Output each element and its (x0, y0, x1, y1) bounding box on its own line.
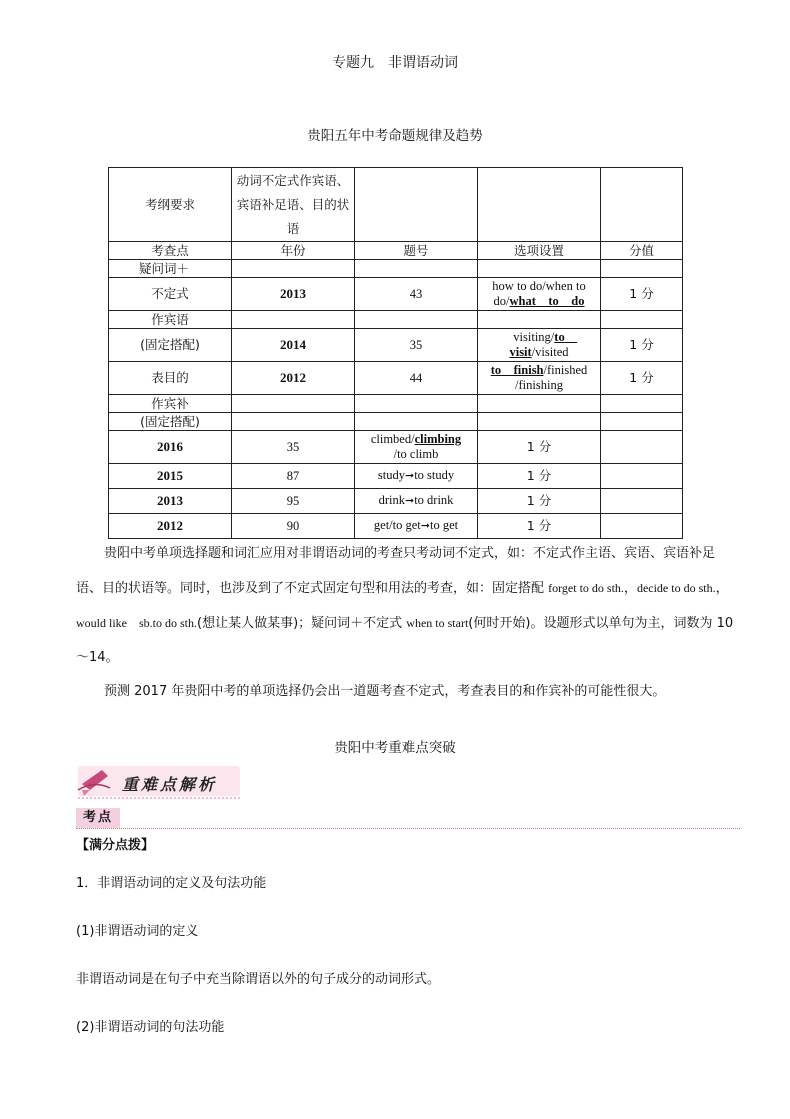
table-row: 2016 35 climbed/climbing /to climb 1 分 (109, 431, 683, 464)
heading-1-2: (2)非谓语动词的句法功能 (76, 1020, 225, 1035)
option-cell: get/to get➞to get (355, 514, 478, 539)
table-row: 2012 90 get/to get➞to get 1 分 (109, 514, 683, 539)
definition-text: 非谓语动词是在句子中充当除谓语以外的句子成分的动词形式。 (76, 972, 441, 987)
option-cell: study➞to study (355, 464, 478, 489)
prediction-paragraph: 预测 2017 年贵阳中考的单项选择仍会出一道题考查不定式，考查表目的和作宾补的可能性很大。 (104, 684, 666, 699)
kaodian-label: 考点 (76, 808, 120, 828)
arrow-icon: ➞ (404, 495, 415, 507)
answer-text: to finish (490, 363, 544, 377)
table-row: 表目的 2012 44 to finish/finished /finishing 1 分 (109, 362, 683, 395)
header-options: 选项设置 (478, 242, 601, 260)
option-cell: drink➞to drink (355, 489, 478, 514)
answer-text: climbing (414, 432, 462, 446)
banner-label: 重难点解析 (122, 775, 218, 794)
arrow-icon: ➞ (404, 470, 415, 482)
table-row: 不定式 2013 43 how to do/when to do/what to do 1 分 (109, 278, 683, 311)
table-row: (固定搭配) 2014 35 visiting/to visit/visited 1 分 (109, 329, 683, 362)
answer-text: what to do (509, 294, 585, 308)
option-cell: how to do/when to do/what to do (478, 278, 601, 311)
table-row: 2013 95 drink➞to drink 1 分 (109, 489, 683, 514)
heading-1-1: (1)非谓语动词的定义 (76, 924, 199, 939)
table-row: 2015 87 study➞to study 1 分 (109, 464, 683, 489)
requirement-label: 考纲要求 (109, 168, 232, 242)
table-row: 作宾语 (109, 311, 683, 329)
table-caption: 贵阳五年中考命题规律及趋势 (307, 128, 483, 144)
table-row: (固定搭配) (109, 413, 683, 431)
option-cell: climbed/climbing /to climb (355, 431, 478, 464)
header-number: 题号 (355, 242, 478, 260)
requirement-row (109, 168, 683, 242)
tip-heading: 【满分点拨】 (76, 838, 155, 853)
requirement-text: 动词不定式作宾语、宾语补足语、目的状语 (232, 168, 355, 242)
arrow-icon: ➞ (420, 520, 430, 532)
answer-text: to visit (509, 330, 578, 359)
option-cell: to finish/finished /finishing (478, 362, 601, 395)
header-score: 分值 (601, 242, 683, 260)
document-title: 专题九 非谓语动词 (332, 55, 458, 71)
table-header-row (109, 242, 683, 260)
heading-1: 1．非谓语动词的定义及句法功能 (76, 876, 267, 891)
table-row: 疑问词＋ (109, 260, 683, 278)
analysis-paragraph: 贵阳中考单项选择题和词汇应用对非谓语动词的考查只考动词不定式，如：不定式作主语、宾语、宾语补足语、目的状语等。同时，也涉及到了不定式固定句型和用法的考查，如：固定搭配 forget to do sth.，decide to do sth.，would like sb.to do sth.(想让某人做某事)；疑问词＋不定式 when to start(何时开始)。设题形式以单句为主，词数为 10～14。 预测 2017 年贵阳中考的单项选择仍会出一道题考查不定式，考查表目的和作宾补的可能性很大。 (76, 537, 740, 709)
key-points-banner (74, 760, 244, 804)
header-year: 年份 (232, 242, 355, 260)
option-cell: visiting/to visit/visited (478, 329, 601, 362)
section-title: 贵阳中考重难点突破 (334, 740, 456, 756)
header-point: 考查点 (109, 242, 232, 260)
divider (76, 828, 740, 829)
table-row: 作宾补 (109, 395, 683, 413)
exam-trend-table (108, 167, 683, 539)
